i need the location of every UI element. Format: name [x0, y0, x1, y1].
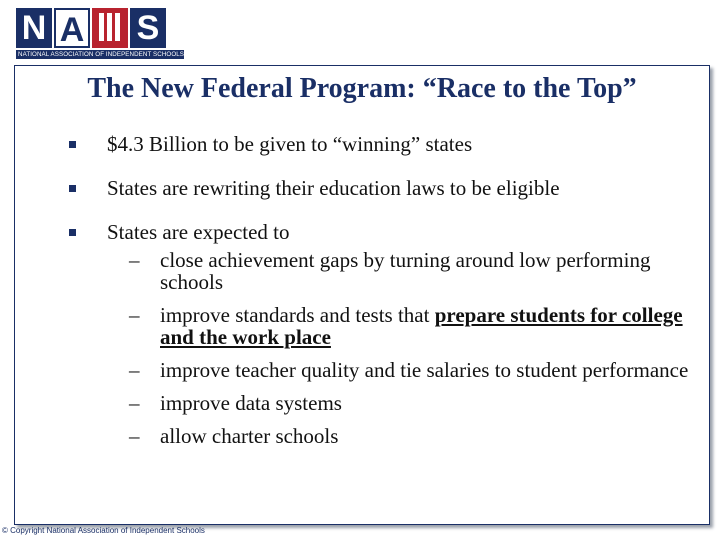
- sub-bullet-text: improve standards and tests that: [160, 303, 435, 327]
- dash-icon: –: [129, 358, 140, 382]
- sub-bullet-text: allow charter schools: [160, 424, 339, 448]
- bullet-text: States are rewriting their education laws to be eligible: [107, 176, 560, 200]
- slide-frame: [14, 65, 710, 525]
- sub-bullet-list: [107, 249, 697, 447]
- logo-letter-s: S: [136, 9, 160, 47]
- logo-letter-n: N: [21, 9, 47, 47]
- sub-bullet-text: improve teacher quality and tie salaries to student performance: [160, 358, 689, 382]
- dash-icon: –: [129, 391, 140, 415]
- square-bullet-icon: [69, 141, 76, 148]
- copyright-footer: © Copyright National Association of Independent Schools: [2, 526, 205, 535]
- square-bullet-icon: [69, 229, 76, 236]
- dash-icon: –: [129, 303, 140, 327]
- logo-letter-a: A: [59, 11, 85, 48]
- logo-tiles: [16, 8, 184, 48]
- slide-title: The New Federal Program: “Race to the Top”: [87, 73, 637, 104]
- logo-bars-icon: [99, 13, 120, 41]
- sub-bullet-item: [129, 304, 697, 348]
- bullet-item: [67, 132, 697, 157]
- bullet-text: States are expected to: [107, 220, 290, 244]
- sub-bullet-item: [129, 249, 697, 293]
- logo-tile-i: [92, 8, 128, 48]
- logo-tile-n: [16, 8, 52, 48]
- bullet-text: $4.3 Billion to be given to “winning” states: [107, 132, 473, 156]
- nais-logo: [16, 8, 184, 60]
- bullet-item: [67, 176, 697, 201]
- dash-icon: –: [129, 424, 140, 448]
- sub-bullet-text: improve data systems: [160, 391, 342, 415]
- sub-bullet-item: [129, 392, 697, 414]
- sub-bullet-text: close achievement gaps by turning around low performing schools: [160, 248, 651, 294]
- square-bullet-icon: [69, 185, 76, 192]
- emphasized-text: prepare students for college and the work place: [160, 303, 683, 349]
- bullet-list: [67, 132, 697, 466]
- bullet-item: [67, 220, 697, 447]
- logo-tile-s: [130, 8, 166, 48]
- logo-caption: NATIONAL ASSOCIATION OF INDEPENDENT SCHOOLS: [18, 51, 184, 58]
- sub-bullet-item: [129, 359, 697, 381]
- dash-icon: –: [129, 248, 140, 272]
- sub-bullet-item: [129, 425, 697, 447]
- logo-tile-a: [54, 8, 90, 48]
